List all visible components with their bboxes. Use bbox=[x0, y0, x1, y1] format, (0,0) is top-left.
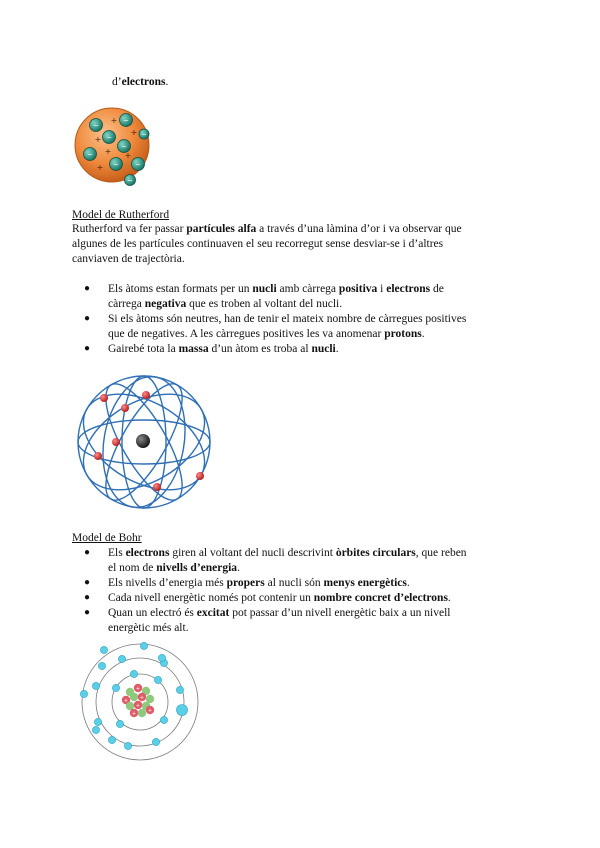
rutherford-bullet-1-line-2: càrrega negativa que es troben al voltant del nucli. bbox=[108, 298, 343, 310]
electron bbox=[152, 738, 159, 745]
svg-text:−: − bbox=[113, 160, 119, 169]
bohr-bullet-4-line-1: Quan un electró és excitat pot passar d’un nivell energètic baix a un nivell bbox=[108, 607, 451, 619]
electron bbox=[153, 483, 161, 491]
electron bbox=[108, 736, 115, 743]
rutherford-bullet-1-line-1: Els àtoms estan formats per un nucli amb càrrega positiva i electrons de bbox=[108, 283, 444, 295]
svg-text:−: − bbox=[87, 150, 93, 159]
electron bbox=[100, 646, 107, 653]
nucleus bbox=[136, 434, 150, 448]
svg-text:−: − bbox=[135, 160, 141, 169]
bohr-bullet-1-line-1: Els electrons giren al voltant del nucli descrivint òrbites circulars, que reben bbox=[108, 547, 467, 559]
bullet-marker: ● bbox=[84, 343, 91, 354]
intro-line bbox=[112, 75, 168, 89]
bohr-bullet-4-line-2: energètic més alt. bbox=[108, 622, 189, 634]
bohr-atom-illustration bbox=[76, 640, 204, 764]
rutherford-para-line-2: algunes de les partícules continuaven el seu recorregut sense desviar-se i d’altres bbox=[72, 238, 444, 250]
bullet-marker: ● bbox=[84, 283, 91, 294]
bullet-marker: ● bbox=[84, 577, 91, 588]
electron bbox=[140, 642, 147, 649]
electron bbox=[94, 452, 102, 460]
svg-text:−: − bbox=[123, 116, 129, 125]
electron bbox=[92, 726, 99, 733]
svg-text:+: + bbox=[94, 135, 102, 144]
electron bbox=[158, 654, 165, 661]
electron bbox=[176, 686, 183, 693]
svg-text:+: + bbox=[139, 695, 145, 701]
intro-suffix: . bbox=[165, 76, 169, 88]
rutherford-atom-illustration bbox=[72, 372, 216, 512]
svg-text:−: − bbox=[121, 142, 127, 151]
svg-text:+: + bbox=[130, 128, 138, 137]
svg-text:+: + bbox=[124, 151, 132, 160]
svg-text:−: − bbox=[93, 121, 99, 130]
svg-text:+: + bbox=[135, 686, 141, 692]
electron bbox=[142, 391, 150, 399]
svg-text:+: + bbox=[123, 698, 129, 704]
electron bbox=[130, 670, 137, 677]
electron bbox=[80, 690, 87, 697]
electron bbox=[121, 404, 129, 412]
electron bbox=[177, 705, 188, 716]
electron bbox=[154, 676, 161, 683]
svg-text:+: + bbox=[110, 116, 118, 125]
svg-text:+: + bbox=[147, 708, 153, 714]
electron bbox=[118, 655, 125, 662]
svg-text:−: − bbox=[141, 130, 147, 139]
electron bbox=[112, 684, 119, 691]
svg-text:+: + bbox=[96, 163, 104, 172]
svg-text:+: + bbox=[135, 703, 141, 709]
rutherford-bullet-2-line-2: que de negatives. A les càrregues positives les va anomenar protons. bbox=[108, 328, 425, 340]
bohr-bullet-3-line-1: Cada nivell energètic només pot contenir un nombre concret d’electrons. bbox=[108, 592, 451, 604]
svg-text:−: − bbox=[106, 133, 112, 142]
intro-bold: electrons bbox=[121, 76, 166, 88]
electron bbox=[160, 716, 167, 723]
bullet-marker: ● bbox=[84, 592, 91, 603]
electron bbox=[100, 394, 108, 402]
svg-text:+: + bbox=[104, 147, 112, 156]
bohr-bullet-2-line-1: Els nivells d’energia més propers al nucli són menys energètics. bbox=[108, 577, 410, 589]
electron bbox=[196, 472, 204, 480]
rutherford-para-line-1: Rutherford va fer passar partícules alfa a través d’una làmina d’or i va observar que bbox=[72, 223, 462, 235]
bullet-marker: ● bbox=[84, 547, 91, 558]
electron bbox=[92, 682, 99, 689]
electron bbox=[124, 742, 131, 749]
rutherford-heading: Model de Rutherford bbox=[72, 209, 170, 221]
electron bbox=[112, 438, 120, 446]
svg-text:+: + bbox=[131, 711, 137, 717]
thomson-atom-illustration bbox=[72, 100, 154, 190]
bohr-bullet-1-line-2: el nom de nivells d’energia. bbox=[108, 562, 240, 574]
bullet-marker: ● bbox=[84, 313, 91, 324]
electron bbox=[98, 662, 105, 669]
bullet-marker: ● bbox=[84, 607, 91, 618]
rutherford-para-line-3: canviaven de trajectòria. bbox=[72, 253, 185, 265]
electron bbox=[116, 720, 123, 727]
intro-prefix: d’ bbox=[112, 76, 122, 88]
electron bbox=[94, 718, 101, 725]
rutherford-bullet-2-line-1: Si els àtoms són neutres, han de tenir el mateix nombre de càrregues positives bbox=[108, 313, 467, 325]
bohr-nucleus bbox=[122, 684, 154, 717]
svg-text:−: − bbox=[127, 176, 133, 185]
bohr-heading: Model de Bohr bbox=[72, 532, 142, 544]
rutherford-bullet-3-line-1: Gairebé tota la massa d’un àtom es troba al nucli. bbox=[108, 343, 339, 355]
